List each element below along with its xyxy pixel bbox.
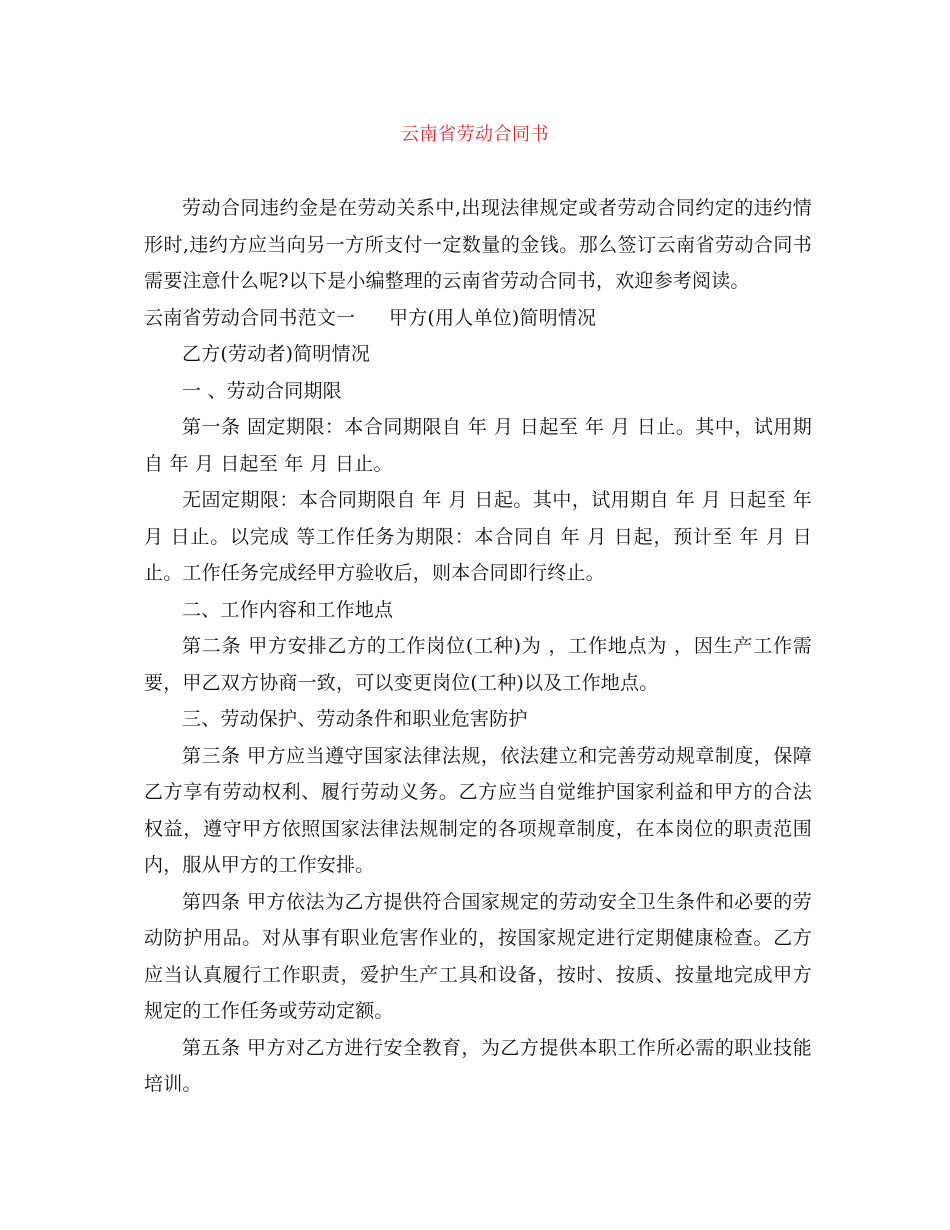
section-2-heading: 二、工作内容和工作地点 (182, 598, 394, 621)
party-b-heading: 乙方(劳动者)简明情况 (182, 343, 371, 365)
article-5: 第五条 甲方对乙方进行安全教育，为乙方提供本职工作所必需的职业技能培训。 (144, 1036, 812, 1095)
article-1-continued: 无固定期限：本合同期限自 年 月 日起。其中，试用期自 年 月 日起至 年 月 日止。以完成 等工作任务为期限：本合同自 年 月 日起，预计至 年 月 日止。工作任务完成经甲方验收后，则本合同即行终止。 (144, 489, 812, 584)
intro-paragraph: 劳动合同违约金是在劳动关系中,出现法律规定或者劳动合同约定的违约情形时,违约方应当向另一方所支付一定数量的金钱。那么签订云南省劳动合同书需要注意什么呢?以下是小编整理的云南省劳动合同书，欢迎参考阅读。 (144, 197, 812, 292)
document-body (144, 190, 812, 1103)
sample-heading-row (144, 300, 812, 337)
article-2: 第二条 甲方安排乙方的工作岗位(工种)为 ，工作地点为 ，因生产工作需要，甲乙双方协商一致，可以变更岗位(工种)以及工作地点。 (144, 635, 812, 694)
article-1: 第一条 固定期限：本合同期限自 年 月 日起至 年 月 日止。其中，试用期自 年 月 日起至 年 月 日止。 (144, 416, 812, 475)
sample-title: 云南省劳动合同书范文一 (144, 306, 356, 329)
party-a-heading: 甲方(用人单位)简明情况 (389, 306, 597, 329)
article-3: 第三条 甲方应当遵守国家法律法规，依法建立和完善劳动规章制度，保障乙方享有劳动权利、履行劳动义务。乙方应当自觉维护国家利益和甲方的合法权益，遵守甲方依照国家法律法规制定的各项规章制度，在本岗位的职责范围内，服从甲方的工作安排。 (144, 744, 812, 876)
section-1-heading: 一 、劳动合同期限 (182, 379, 342, 402)
section-3-heading: 三、劳动保护、劳动条件和职业危害防护 (182, 708, 528, 730)
article-4: 第四条 甲方依法为乙方提供符合国家规定的劳动安全卫生条件和必要的劳动防护用品。对从事有职业危害作业的，按国家规定进行定期健康检查。乙方应当认真履行工作职责，爱护生产工具和设备，按时、按质、按量地完成甲方规定的工作任务或劳动定额。 (144, 890, 812, 1022)
document-title: 云南省劳动合同书 (401, 124, 549, 145)
